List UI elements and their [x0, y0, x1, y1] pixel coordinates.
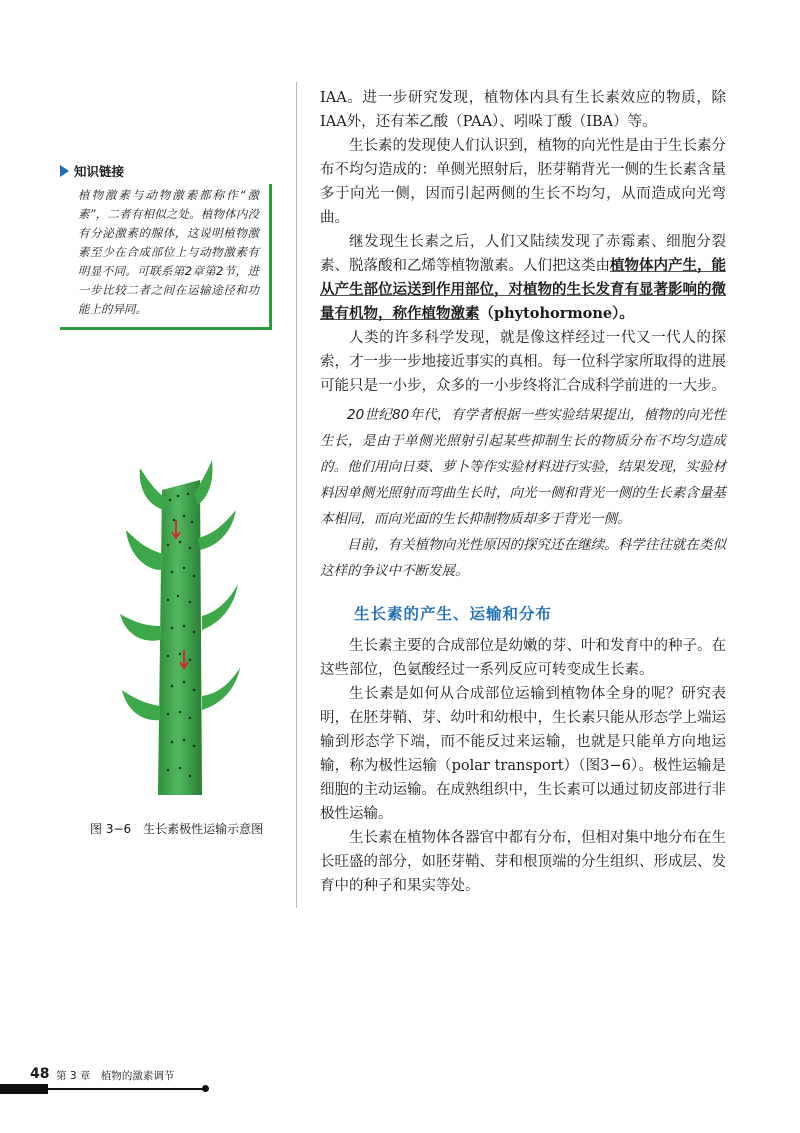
paragraph-3 [320, 230, 726, 326]
paragraph-3-start: 继发现生长素之后，人们又陆续发现了赤霉素、细胞分裂素、脱落酸和乙烯等植物激素。人们把这类由 [320, 234, 726, 274]
leaf-shape [202, 668, 240, 710]
paragraph-9: 生长素在植物体各器官中都有分布，但相对集中地分布在生长旺盛的部分，如胚芽鞘、芽和根顶端的分生组织、形成层、发育中的种子和果实等处。 [320, 830, 726, 894]
stem-shape [158, 480, 202, 795]
leaf-shape [126, 530, 164, 570]
triangle-bullet-icon [60, 165, 69, 177]
leaf-shape [140, 468, 168, 510]
page-footer [0, 1066, 220, 1106]
paragraph-4: 人类的许多科学发现，就是像这样经过一代又一代人的探索，才一步一步地接近事实的真相。每一位科学家所取得的进展可能只是一小步，众多的一小步终将汇合成科学前进的一大步。 [320, 330, 726, 394]
sidebar-header [60, 162, 272, 180]
footer-dot [202, 1085, 209, 1092]
paragraph-8: 生长素是如何从合成部位运输到植物体全身的呢？研究表明，在胚芽鞘、芽、幼叶和幼根中，生长素只能从形态学上端运输到形态学下端，而不能反过来运输，也就是只能单方向地运输，称为极性运输（polar transport）（图3−6）。极性运输是细胞的主动运输。在成熟组织中，生长素可以通过韧皮部进行非极性运输。 [320, 686, 726, 822]
polar-transport-figure [118, 450, 244, 795]
paragraph-3-end: （phytohormone）。 [479, 305, 634, 322]
paragraph-6: 目前，有关植物向光性原因的探究还在继续。科学往往就在类似这样的争议中不断发展。 [320, 537, 726, 579]
sidebar-text: 植物激素与动物激素都称作“激素”，二者有相似之处。植物体内没有分泌激素的腺体，这说明植物激素至少在合成部位上与动物激素有明显不同。可联系第2章第2节，进一步比较二者之间在运输途径和功能上的异同。 [78, 188, 259, 316]
page-number: 48 [30, 1066, 50, 1082]
paragraph-1: IAA。进一步研究发现，植物体内具有生长素效应的物质，除IAA外，还有苯乙酸（PAA）、吲哚丁酸（IBA）等。 [320, 90, 726, 130]
main-text-column [320, 86, 726, 898]
footer-block [0, 1084, 48, 1094]
sidebar-box [60, 184, 272, 330]
leaf-shape [120, 614, 160, 641]
sidebar-title: 知识链接 [74, 164, 125, 179]
phytohormone-definition: 植物体内产生，能从产生部位运送到作用部位，对植物的生长发育有显著影响的微量有机物， [320, 257, 726, 322]
phytohormone-term: 称作植物激素 [392, 305, 480, 322]
leaf-shape [202, 584, 238, 630]
column-divider [296, 82, 297, 908]
figure-caption: 图 3−6 生长素极性运输示意图 [90, 822, 264, 836]
leaf-shape [122, 690, 160, 720]
chapter-label: 第 3 章 植物的激素调节 [56, 1070, 175, 1082]
knowledge-link-sidebar [60, 162, 272, 330]
leaf-shape [198, 510, 236, 550]
paragraph-7: 生长素主要的合成部位是幼嫩的芽、叶和发育中的种子。在这些部位，色氨酸经过一系列反应可转变成生长素。 [320, 638, 726, 678]
paragraph-2: 生长素的发现使人们认识到，植物的向光性是由于生长素分布不均匀造成的：单侧光照射后，胚芽鞘背光一侧的生长素含量多于向光一侧，因而引起两侧的生长不均匀，从而造成向光弯曲。 [320, 138, 726, 226]
paragraph-5: 20世纪80年代，有学者根据一些实验结果提出，植物的向光性生长，是由于单侧光照射引起某些抑制生长的物质分布不均匀造成的。他们用向日葵、萝卜等作实验材料进行实验，结果发现，实验材料因单侧光照射而弯曲生长时，向光一侧和背光一侧的生长素含量基本相同，而向光面的生长抑制物质却多于背光一侧。 [320, 407, 726, 527]
section-title: 生长素的产生、运输和分布 [354, 605, 553, 623]
